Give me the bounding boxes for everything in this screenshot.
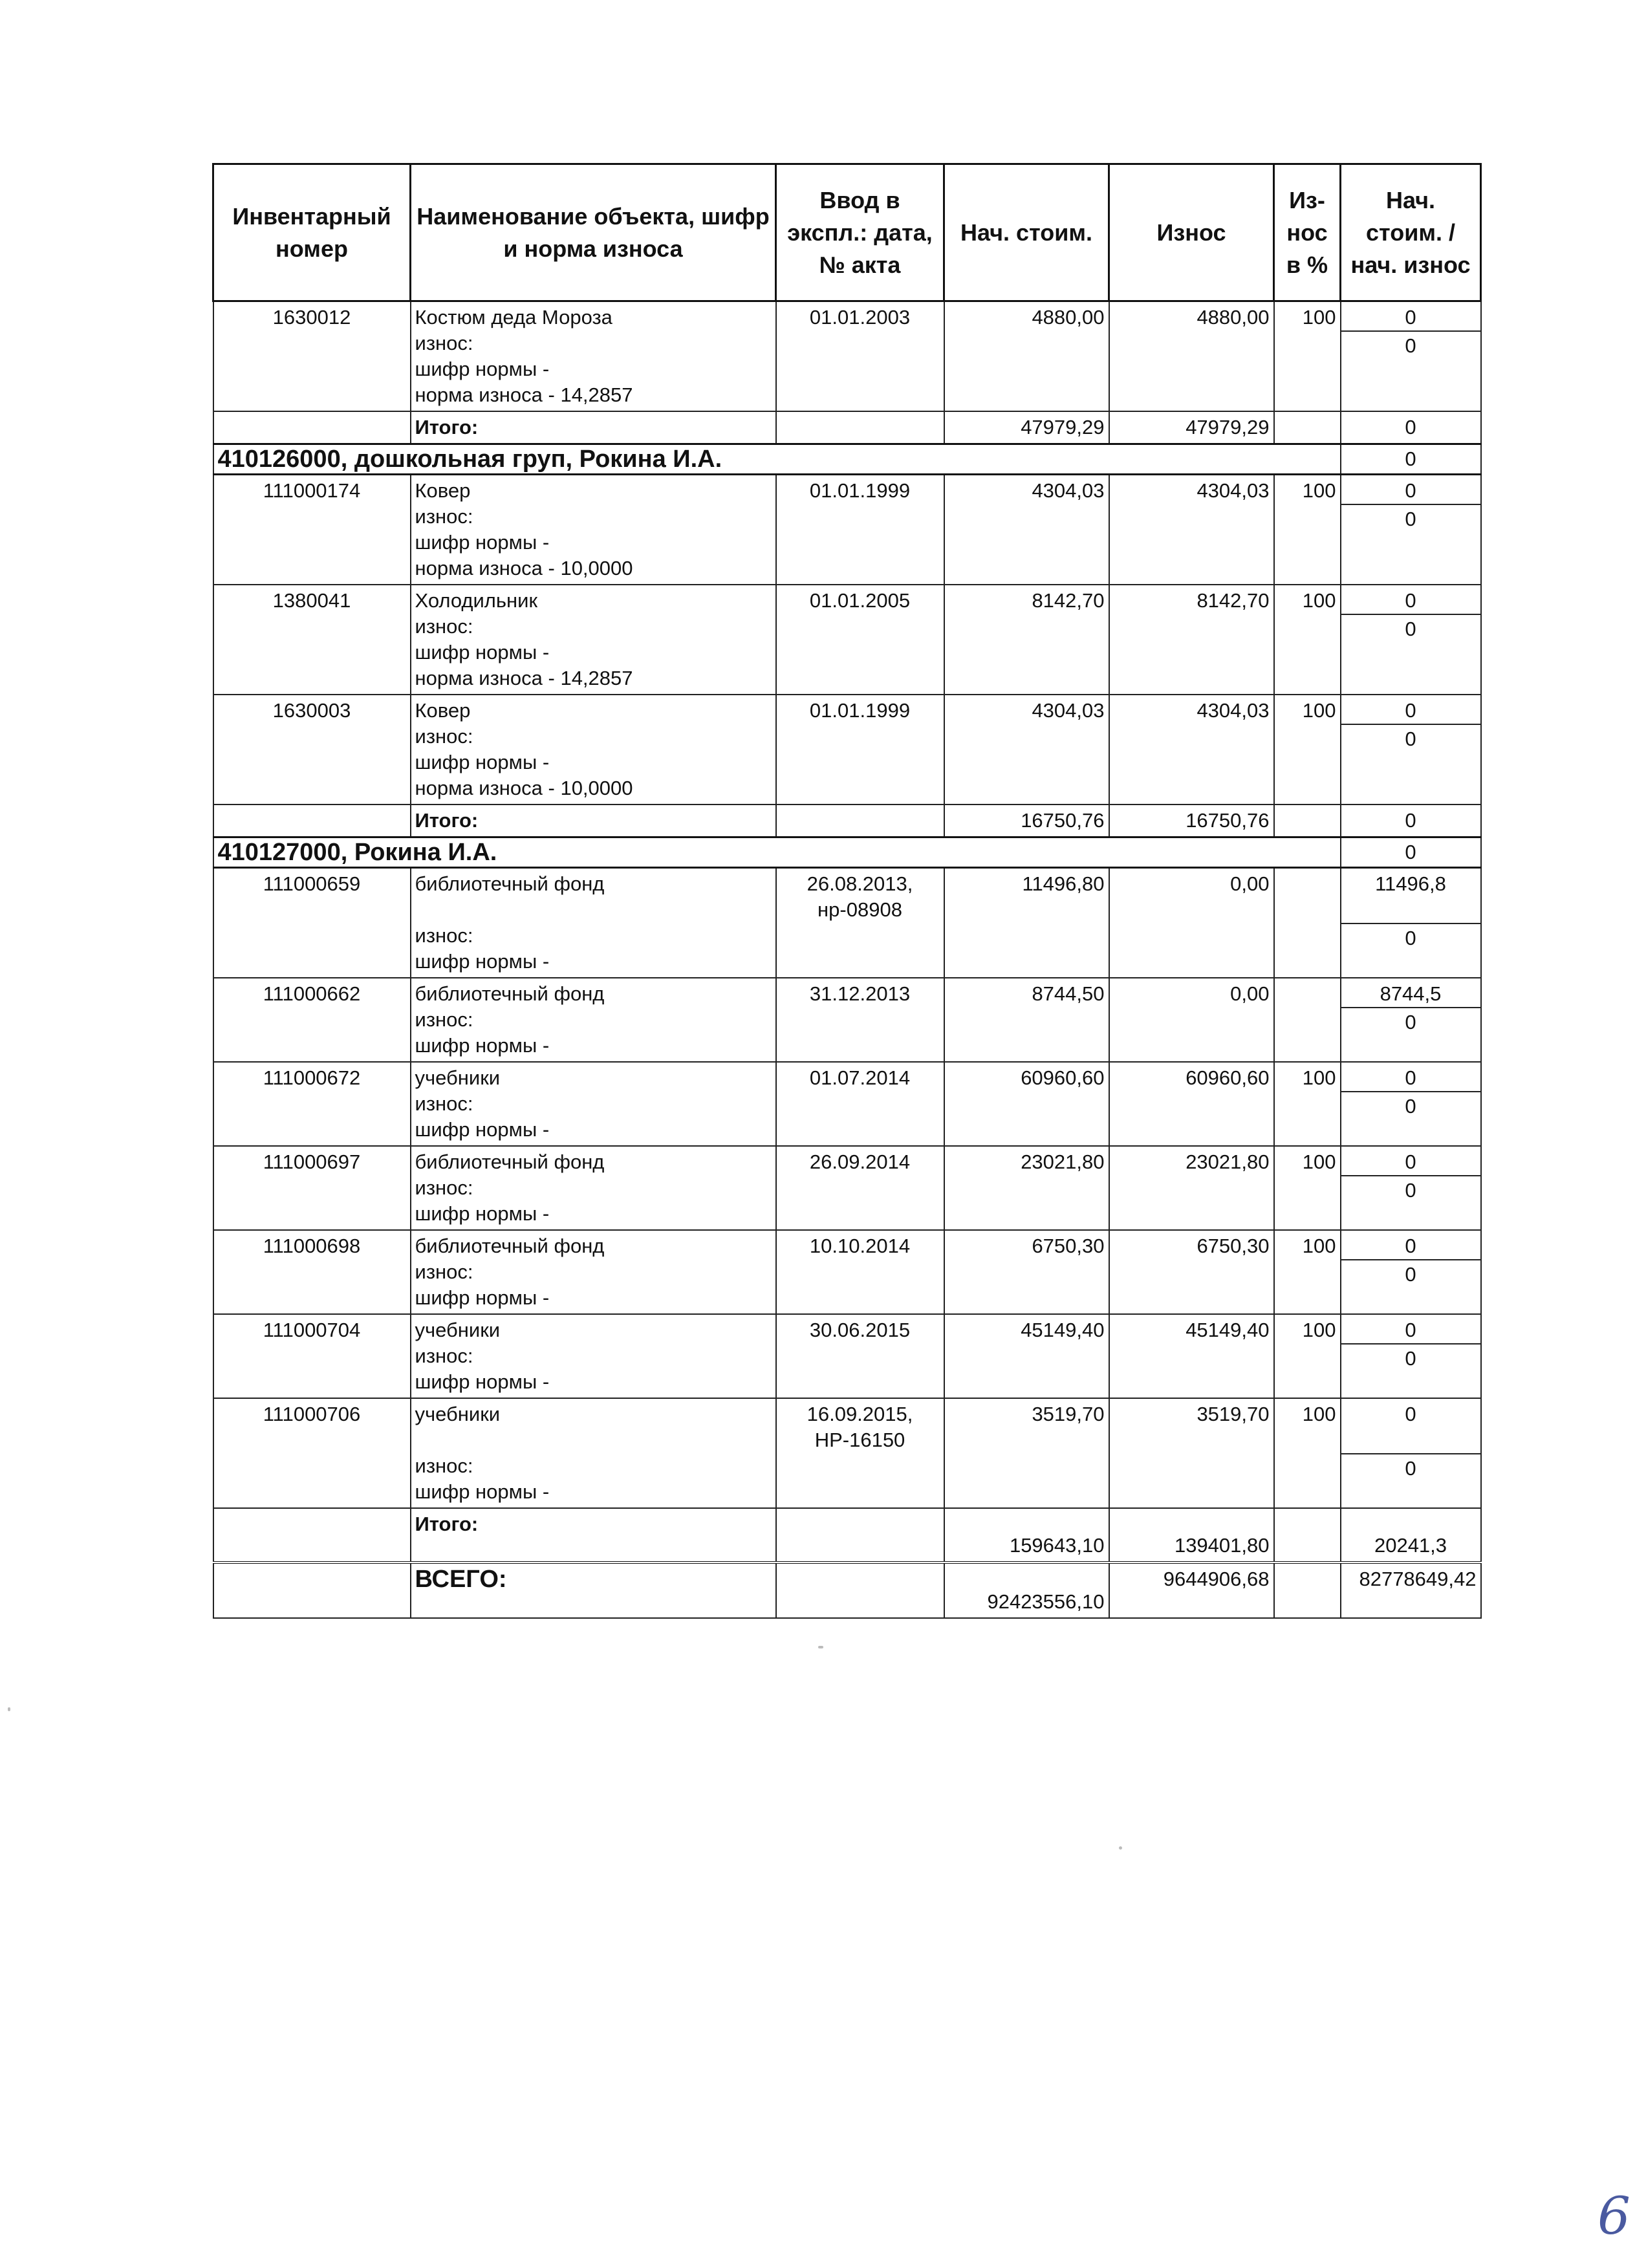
grand-total-cost: 92423556,10 [944, 1562, 1109, 1618]
object-name: библиотечный фонд [415, 1235, 605, 1257]
cost-ratio-cell [1341, 1314, 1481, 1398]
cost-ratio: 0 [1341, 1233, 1480, 1260]
inventory-number: 111000704 [213, 1314, 411, 1398]
group-header-row [213, 444, 1481, 475]
cost-ratio-cell [1341, 585, 1481, 695]
wear-ratio: 0 [1405, 1347, 1416, 1370]
wear-norm: норма износа - 10,0000 [415, 777, 633, 799]
object-name: библиотечный фонд [415, 982, 605, 1005]
initial-cost: 23021,80 [944, 1146, 1109, 1230]
depreciation-percent: 100 [1274, 695, 1341, 805]
inventory-table [212, 163, 1482, 1619]
wear-ratio: 0 [1405, 1095, 1416, 1118]
wear-norm: норма износа - 10,0000 [415, 557, 633, 579]
depreciation-percent: 100 [1274, 1398, 1341, 1508]
depreciation: 60960,60 [1109, 1062, 1274, 1146]
cipher-label: шифр нормы - [415, 950, 550, 973]
header-cost-ratio: Нач. стоим. / нач. износ [1341, 164, 1481, 301]
page-number: 6 [1597, 2186, 1630, 2246]
subtotal-ratio: 0 [1341, 411, 1481, 444]
subtotal-label: Итого: [411, 411, 776, 444]
object-name: Костюм деда Мороза [415, 306, 612, 329]
group-ratio: 0 [1341, 837, 1481, 868]
cost-ratio-cell [1341, 978, 1481, 1062]
cost-ratio: 11496,8 [1341, 871, 1480, 924]
table-row [213, 1146, 1481, 1230]
object-name-cell [411, 1146, 776, 1230]
grand-total-ratio: 82778649,42 [1341, 1562, 1481, 1618]
commission-date: 26.09.2014 [776, 1146, 944, 1230]
cipher-label: шифр нормы - [415, 751, 550, 773]
object-name-cell [411, 1062, 776, 1146]
cipher-label: шифр нормы - [415, 531, 550, 554]
object-name: библиотечный фонд [415, 1150, 605, 1173]
header-object-name: Наименование объекта, шифр и норма износа [411, 164, 776, 301]
commission-date: 01.01.2003 [776, 301, 944, 412]
initial-cost: 4304,03 [944, 695, 1109, 805]
object-name-cell [411, 1230, 776, 1314]
object-name-cell [411, 978, 776, 1062]
cost-ratio: 8744,5 [1341, 981, 1480, 1008]
wear-ratio: 0 [1405, 1011, 1416, 1033]
cost-ratio-cell [1341, 695, 1481, 805]
object-name: Холодильник [415, 589, 538, 612]
group-title: 410127000, Рокина И.А. [213, 837, 1341, 868]
wear-ratio: 0 [1405, 508, 1416, 530]
depreciation: 3519,70 [1109, 1398, 1274, 1508]
cipher-label: шифр нормы - [415, 1202, 550, 1225]
cost-ratio-cell [1341, 1146, 1481, 1230]
subtotal-cost: 47979,29 [944, 411, 1109, 444]
wear-label: износ: [415, 615, 473, 638]
depreciation: 4304,03 [1109, 695, 1274, 805]
object-name-cell [411, 1314, 776, 1398]
depreciation: 4880,00 [1109, 301, 1274, 412]
commission-date: 01.01.1999 [776, 475, 944, 585]
commission-date: 01.07.2014 [776, 1062, 944, 1146]
table-row [213, 1062, 1481, 1146]
initial-cost: 45149,40 [944, 1314, 1109, 1398]
grand-total-depreciation: 9644906,68 [1109, 1562, 1274, 1618]
depreciation-percent: 100 [1274, 1230, 1341, 1314]
subtotal-row [213, 805, 1481, 837]
wear-label: износ: [415, 505, 473, 528]
object-name-cell [411, 868, 776, 978]
cost-ratio: 0 [1341, 478, 1480, 505]
cost-ratio: 0 [1341, 1149, 1480, 1176]
commission-date: 26.08.2013, нр-08908 [776, 868, 944, 978]
wear-label: износ: [415, 1260, 473, 1283]
object-name: Ковер [415, 699, 471, 722]
depreciation: 23021,80 [1109, 1146, 1274, 1230]
wear-label: износ: [415, 332, 473, 354]
wear-label: износ: [415, 1008, 473, 1031]
subtotal-label: Итого: [411, 805, 776, 837]
inventory-number: 111000662 [213, 978, 411, 1062]
initial-cost: 4880,00 [944, 301, 1109, 412]
cost-ratio-cell [1341, 475, 1481, 585]
subtotal-cost: 159643,10 [944, 1508, 1109, 1562]
header-depreciation-percent: Из-нос в % [1274, 164, 1341, 301]
initial-cost: 4304,03 [944, 475, 1109, 585]
group-header-row [213, 837, 1481, 868]
depreciation-percent: 100 [1274, 1146, 1341, 1230]
wear-label: износ: [415, 1092, 473, 1115]
cost-ratio-cell [1341, 301, 1481, 412]
table-row [213, 475, 1481, 585]
cost-ratio: 0 [1341, 698, 1480, 725]
depreciation-percent: 100 [1274, 1062, 1341, 1146]
commission-date: 01.01.1999 [776, 695, 944, 805]
commission-date: 10.10.2014 [776, 1230, 944, 1314]
cipher-label: шифр нормы - [415, 1286, 550, 1309]
wear-label: износ: [415, 1345, 473, 1367]
wear-ratio: 0 [1405, 728, 1416, 750]
scan-speck [1119, 1846, 1122, 1850]
subtotal-depreciation: 139401,80 [1109, 1508, 1274, 1562]
object-name: учебники [415, 1066, 501, 1089]
depreciation-percent: 100 [1274, 585, 1341, 695]
inventory-number: 111000697 [213, 1146, 411, 1230]
group-ratio: 0 [1341, 444, 1481, 475]
inventory-number: 111000659 [213, 868, 411, 978]
depreciation: 0,00 [1109, 978, 1274, 1062]
subtotal-depreciation: 16750,76 [1109, 805, 1274, 837]
wear-label: износ: [415, 1454, 473, 1477]
wear-ratio: 0 [1405, 1457, 1416, 1480]
inventory-number: 111000672 [213, 1062, 411, 1146]
wear-ratio: 0 [1405, 927, 1416, 949]
object-name-cell [411, 475, 776, 585]
wear-ratio: 0 [1405, 618, 1416, 640]
initial-cost: 6750,30 [944, 1230, 1109, 1314]
cost-ratio-cell [1341, 1398, 1481, 1508]
cipher-label: шифр нормы - [415, 641, 550, 664]
object-name: учебники [415, 1319, 501, 1341]
wear-norm: норма износа - 14,2857 [415, 383, 633, 406]
scan-speck [8, 1707, 10, 1711]
table-row [213, 695, 1481, 805]
wear-norm: норма износа - 14,2857 [415, 667, 633, 689]
subtotal-row [213, 411, 1481, 444]
grand-total-row [213, 1562, 1481, 1618]
cost-ratio: 0 [1341, 588, 1480, 615]
table-row [213, 1230, 1481, 1314]
initial-cost: 11496,80 [944, 868, 1109, 978]
table-row [213, 301, 1481, 412]
inventory-number: 111000706 [213, 1398, 411, 1508]
wear-ratio: 0 [1405, 1179, 1416, 1202]
scan-speck [818, 1646, 823, 1648]
object-name: учебники [415, 1403, 501, 1425]
depreciation-percent [1274, 978, 1341, 1062]
table-row [213, 978, 1481, 1062]
depreciation: 4304,03 [1109, 475, 1274, 585]
wear-ratio: 0 [1405, 334, 1416, 357]
object-name-cell [411, 585, 776, 695]
inventory-number: 111000174 [213, 475, 411, 585]
cipher-label: шифр нормы - [415, 1034, 550, 1057]
commission-date: 31.12.2013 [776, 978, 944, 1062]
header-commission-date: Ввод в экспл.: дата, № акта [776, 164, 944, 301]
object-name-cell [411, 1398, 776, 1508]
cost-ratio: 0 [1341, 1401, 1480, 1454]
cipher-label: шифр нормы - [415, 1118, 550, 1141]
wear-label: износ: [415, 924, 473, 947]
commission-date: 01.01.2005 [776, 585, 944, 695]
cost-ratio: 0 [1341, 1065, 1480, 1092]
cipher-label: шифр нормы - [415, 358, 550, 380]
table-row [213, 585, 1481, 695]
cost-ratio: 0 [1341, 305, 1480, 332]
subtotal-label: Итого: [411, 1508, 776, 1562]
header-row [213, 164, 1481, 301]
depreciation-percent: 100 [1274, 1314, 1341, 1398]
cost-ratio-cell [1341, 1230, 1481, 1314]
object-name: Ковер [415, 479, 471, 502]
subtotal-ratio: 0 [1341, 805, 1481, 837]
table-row [213, 1398, 1481, 1508]
initial-cost: 3519,70 [944, 1398, 1109, 1508]
inventory-number: 1380041 [213, 585, 411, 695]
header-depreciation: Износ [1109, 164, 1274, 301]
wear-label: износ: [415, 725, 473, 748]
inventory-number: 111000698 [213, 1230, 411, 1314]
object-name-cell [411, 695, 776, 805]
table-row [213, 1314, 1481, 1398]
initial-cost: 60960,60 [944, 1062, 1109, 1146]
cipher-label: шифр нормы - [415, 1480, 550, 1503]
depreciation-percent: 100 [1274, 475, 1341, 585]
commission-date: 30.06.2015 [776, 1314, 944, 1398]
commission-date: 16.09.2015, НР-16150 [776, 1398, 944, 1508]
inventory-number: 1630012 [213, 301, 411, 412]
cost-ratio-cell [1341, 868, 1481, 978]
cipher-label: шифр нормы - [415, 1370, 550, 1393]
depreciation-percent [1274, 868, 1341, 978]
subtotal-cost: 16750,76 [944, 805, 1109, 837]
depreciation: 0,00 [1109, 868, 1274, 978]
object-name: библиотечный фонд [415, 872, 605, 895]
subtotal-ratio: 20241,3 [1341, 1508, 1481, 1562]
wear-label: износ: [415, 1176, 473, 1199]
grand-total-label: ВСЕГО: [411, 1562, 776, 1618]
object-name-cell [411, 301, 776, 412]
wear-ratio: 0 [1405, 1263, 1416, 1286]
group-title: 410126000, дошкольная груп, Рокина И.А. [213, 444, 1341, 475]
table-row [213, 868, 1481, 978]
depreciation: 8142,70 [1109, 585, 1274, 695]
initial-cost: 8744,50 [944, 978, 1109, 1062]
subtotal-depreciation: 47979,29 [1109, 411, 1274, 444]
cost-ratio: 0 [1341, 1317, 1480, 1345]
inventory-number: 1630003 [213, 695, 411, 805]
subtotal-row [213, 1508, 1481, 1562]
header-initial-cost: Нач. стоим. [944, 164, 1109, 301]
depreciation-percent: 100 [1274, 301, 1341, 412]
depreciation: 45149,40 [1109, 1314, 1274, 1398]
initial-cost: 8142,70 [944, 585, 1109, 695]
depreciation: 6750,30 [1109, 1230, 1274, 1314]
header-inventory-number: Инвентарный номер [213, 164, 411, 301]
cost-ratio-cell [1341, 1062, 1481, 1146]
